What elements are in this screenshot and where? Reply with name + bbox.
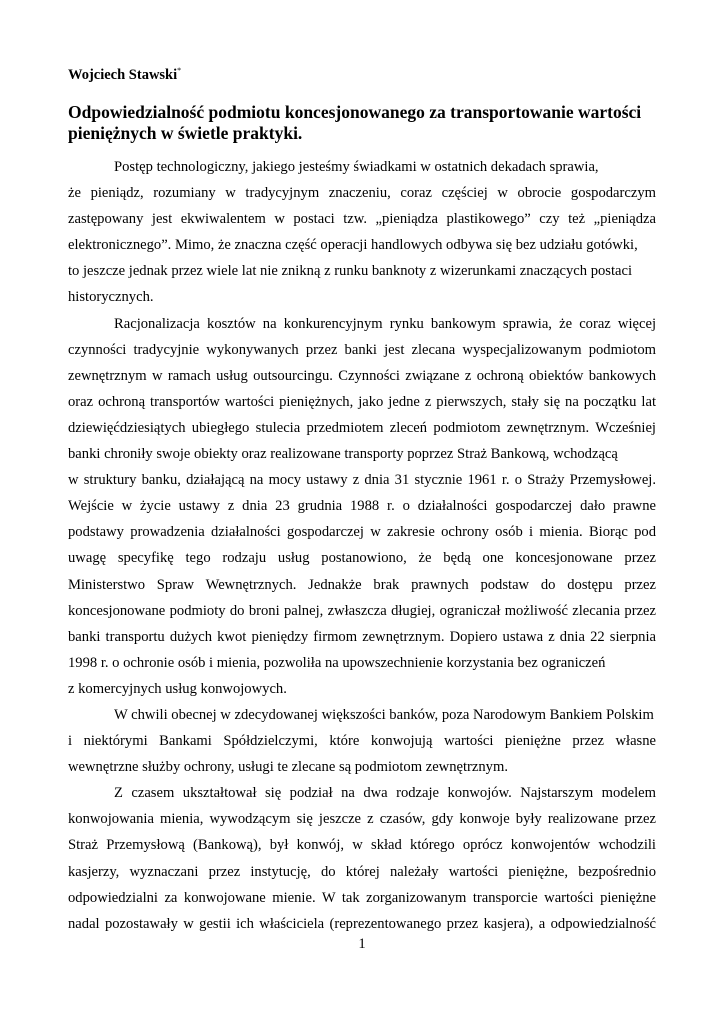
text-line: W chwili obecnej w zdecydowanej większości banków, poza Narodowym Bankiem Polskim — [114, 706, 654, 723]
text-line: odpowiedzialni za konwojowane mienie. W tak zorganizowanym transporcie wartości pieniężne — [68, 889, 656, 906]
text-line: oraz ochroną transportów wartości pieniężnych, jako jedne z pierwszych, stały się na początku lat — [68, 393, 656, 410]
page — [68, 0, 656, 1024]
text-line: że pieniądz, rozumiany w tradycyjnym znaczeniu, coraz częściej w obrocie gospodarczym — [68, 185, 656, 202]
text-line: podstawy prowadzenia działalności gospodarczej w zakresie ochrony osób i mienia. Biorąc pod — [68, 524, 656, 541]
text-line: nadal pozostawały w gestii ich właściciela (reprezentowanego przez kasjera), a odpowiedzialność — [68, 915, 656, 932]
text-line: dziewięćdziesiątych ubiegłego stulecia przedmiotem zleceń podmiotom zewnętrznym. Wcześniej — [68, 419, 656, 436]
text-line: czynności tradycyjnie wykonywanych przez banki jest zlecana wyspecjalizowanym podmiotom — [68, 341, 656, 358]
text-line: zewnętrznym w ramach usług outsourcingu. Czynności związane z ochroną obiektów bankowych — [68, 367, 656, 384]
text-line: uwagę specyfikę tego rodzaju usług postanowiono, że będą one koncesjonowane przez — [68, 550, 656, 567]
page-number: 1 — [358, 936, 366, 952]
text-line: koncesjonowane podmioty do broni palnej, zwłaszcza długiej, ograniczał możliwość zlecania przez — [68, 602, 656, 619]
text-line: z komercyjnych usług konwojowych. — [68, 680, 287, 697]
text-line: Z czasem ukształtował się podział na dwa rodzaje konwojów. Najstarszym modelem — [114, 785, 656, 802]
text-line: historycznych. — [68, 289, 154, 306]
title-line: pieniężnych w świetle praktyki. — [68, 123, 303, 143]
text-line: i niektórymi Bankami Spółdzielczymi, które konwojują wartości pieniężne przez własne — [68, 733, 656, 750]
text-line: wewnętrzne służby ochrony, usługi te zlecane są podmiotom zewnętrznym. — [68, 759, 508, 776]
text-line: Ministerstwo Spraw Wewnętrznych. Jednakże brak prawnych podstaw do dostępu przez — [68, 576, 656, 593]
title-line: Odpowiedzialność podmiotu koncesjonowanego za transportowanie wartości — [68, 102, 642, 122]
body-text — [68, 154, 656, 937]
paper-title — [68, 102, 656, 144]
text-line: Wejście w życie ustawy z dnia 23 grudnia 1988 r. o działalności gospodarczej dało prawne — [68, 498, 656, 515]
text-line: banki transportu dużych kwot pieniędzy firmom zewnętrznym. Dopiero ustawa z dnia 22 sierpnia — [68, 628, 656, 645]
text-line: zastępowany jest ekwiwalentem w postaci tzw. „pieniądza plastikowego” czy też „pieniądza — [68, 211, 656, 228]
text-line: banki chroniły swoje obiekty oraz realizowane transporty poprzez Straż Bankową, wchodzącą — [68, 446, 618, 463]
text-line: konwojowania mienia, wywodzącym się jeszcze z czasów, gdy konwoje były realizowane przez — [68, 811, 656, 828]
text-line: Racjonalizacja kosztów na konkurencyjnym rynku bankowym sprawia, że coraz więcej — [114, 315, 656, 332]
text-line: to jeszcze jednak przez wiele lat nie znikną z runku banknoty z wizerunkami znaczących postaci — [68, 263, 633, 280]
text-line: elektronicznego”. Mimo, że znaczna część operacji handlowych odbywa się bez udziału gotówki, — [68, 237, 638, 254]
text-line: Straż Przemysłową (Bankową), był konwój, w skład którego oprócz konwojentów wchodzili — [68, 837, 656, 854]
text-line: 1998 r. o ochronie osób i mienia, pozwoliła na upowszechnienie korzystania bez ograniczeń — [68, 654, 606, 671]
author-name: Wojciech Stawski* — [68, 66, 182, 83]
text-line: w struktury banku, działającą na mocy ustawy z dnia 31 stycznie 1961 r. o Straży Przemysłowej. — [68, 472, 656, 489]
footnote-mark: * — [177, 66, 182, 75]
text-line: kasjerzy, wyznaczani przez instytucję, do której należały wartości pieniężne, bezpośrednio — [68, 863, 656, 880]
text-line: Postęp technologiczny, jakiego jesteśmy świadkami w ostatnich dekadach sprawia, — [114, 159, 599, 175]
